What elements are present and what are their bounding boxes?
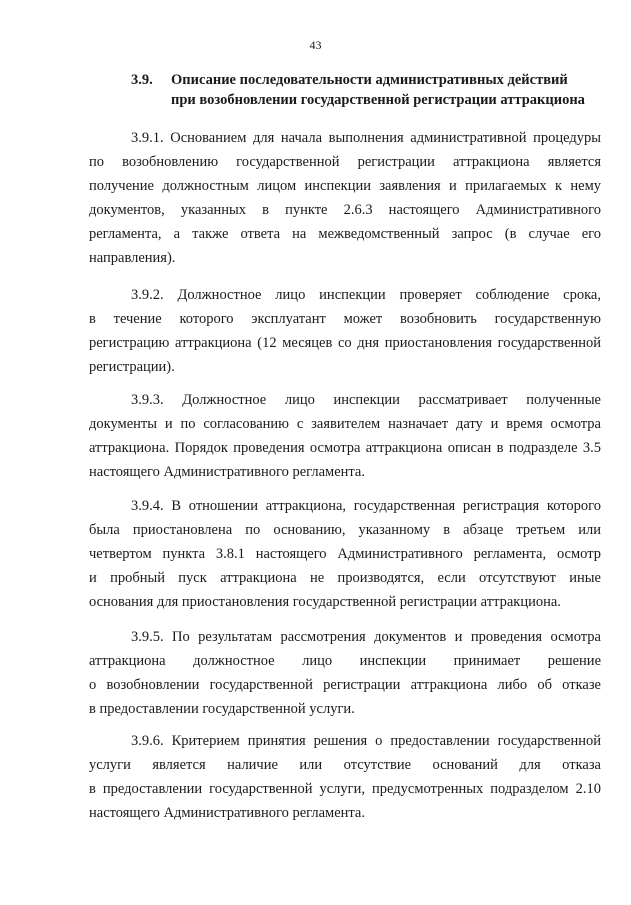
paragraph-line: в предоставлении государственной услуги.: [89, 701, 355, 717]
paragraph-line: регламента, а также ответа на межведомственный запрос (в случае его: [89, 226, 601, 242]
paragraph-line: регистрацию аттракциона (12 месяцев со дня приостановления государственной: [89, 335, 601, 351]
paragraph-3-9-5: [89, 625, 601, 721]
paragraph-line: в течение которого эксплуатант может возобновить государственную: [89, 311, 601, 327]
paragraph-line: и пробный пуск аттракциона не производятся, если отсутствуют иные: [89, 570, 601, 586]
paragraph-line: в предоставлении государственной услуги, предусмотренных подразделом 2.10: [89, 781, 601, 797]
paragraph-3-9-6: [89, 729, 601, 825]
paragraph-line: регистрации).: [89, 359, 175, 375]
paragraph-3-9-4: [89, 494, 601, 614]
paragraph-line: о возобновлении государственной регистрации аттракциона либо об отказе: [89, 677, 601, 693]
paragraph-line: настоящего Административного регламента.: [89, 805, 365, 821]
paragraph-line: услуги является наличие или отсутствие оснований для отказа: [89, 757, 601, 773]
section-title-line-2: при возобновлении государственной регистрации аттракциона: [171, 92, 585, 108]
section-number: 3.9.: [131, 72, 153, 88]
paragraph-line: 3.9.1. Основанием для начала выполнения административной процедуры: [131, 130, 601, 146]
section-heading: [131, 70, 601, 110]
paragraph-line: 3.9.5. По результатам рассмотрения документов и проведения осмотра: [131, 629, 601, 645]
paragraph-line: основания для приостановления государственной регистрации аттракциона.: [89, 594, 561, 610]
section-title-line-1: Описание последовательности административных действий: [171, 72, 568, 88]
paragraph-line: документы и по согласованию с заявителем назначает дату и время осмотра: [89, 416, 601, 432]
paragraph-line: 3.9.4. В отношении аттракциона, государственная регистрация которого: [131, 498, 601, 514]
paragraph-3-9-1: [89, 126, 601, 270]
paragraph-line: 3.9.2. Должностное лицо инспекции проверяет соблюдение срока,: [131, 287, 601, 303]
paragraph-3-9-3: [89, 388, 601, 484]
paragraph-line: 3.9.3. Должностное лицо инспекции рассматривает полученные: [131, 392, 601, 408]
paragraph-line: аттракциона должностное лицо инспекции принимает решение: [89, 653, 601, 669]
paragraph-line: 3.9.6. Критерием принятия решения о предоставлении государственной: [131, 733, 601, 749]
paragraph-line: четвертом пункта 3.8.1 настоящего Административного регламента, осмотр: [89, 546, 601, 562]
paragraph-line: по возобновлению государственной регистрации аттракциона является: [89, 154, 601, 170]
paragraph-line: была приостановлена по основанию, указанному в абзаце третьем или: [89, 522, 601, 538]
paragraph-line: получение должностным лицом инспекции заявления и прилагаемых к нему: [89, 178, 601, 194]
page-number: 43: [309, 38, 322, 52]
paragraph-line: документов, указанных в пункте 2.6.3 настоящего Административного: [89, 202, 601, 218]
paragraph-line: настоящего Административного регламента.: [89, 464, 365, 480]
paragraph-line: аттракциона. Порядок проведения осмотра аттракциона описан в подразделе 3.5: [89, 440, 601, 456]
paragraph-3-9-2: [89, 283, 601, 379]
paragraph-line: направления).: [89, 250, 176, 266]
